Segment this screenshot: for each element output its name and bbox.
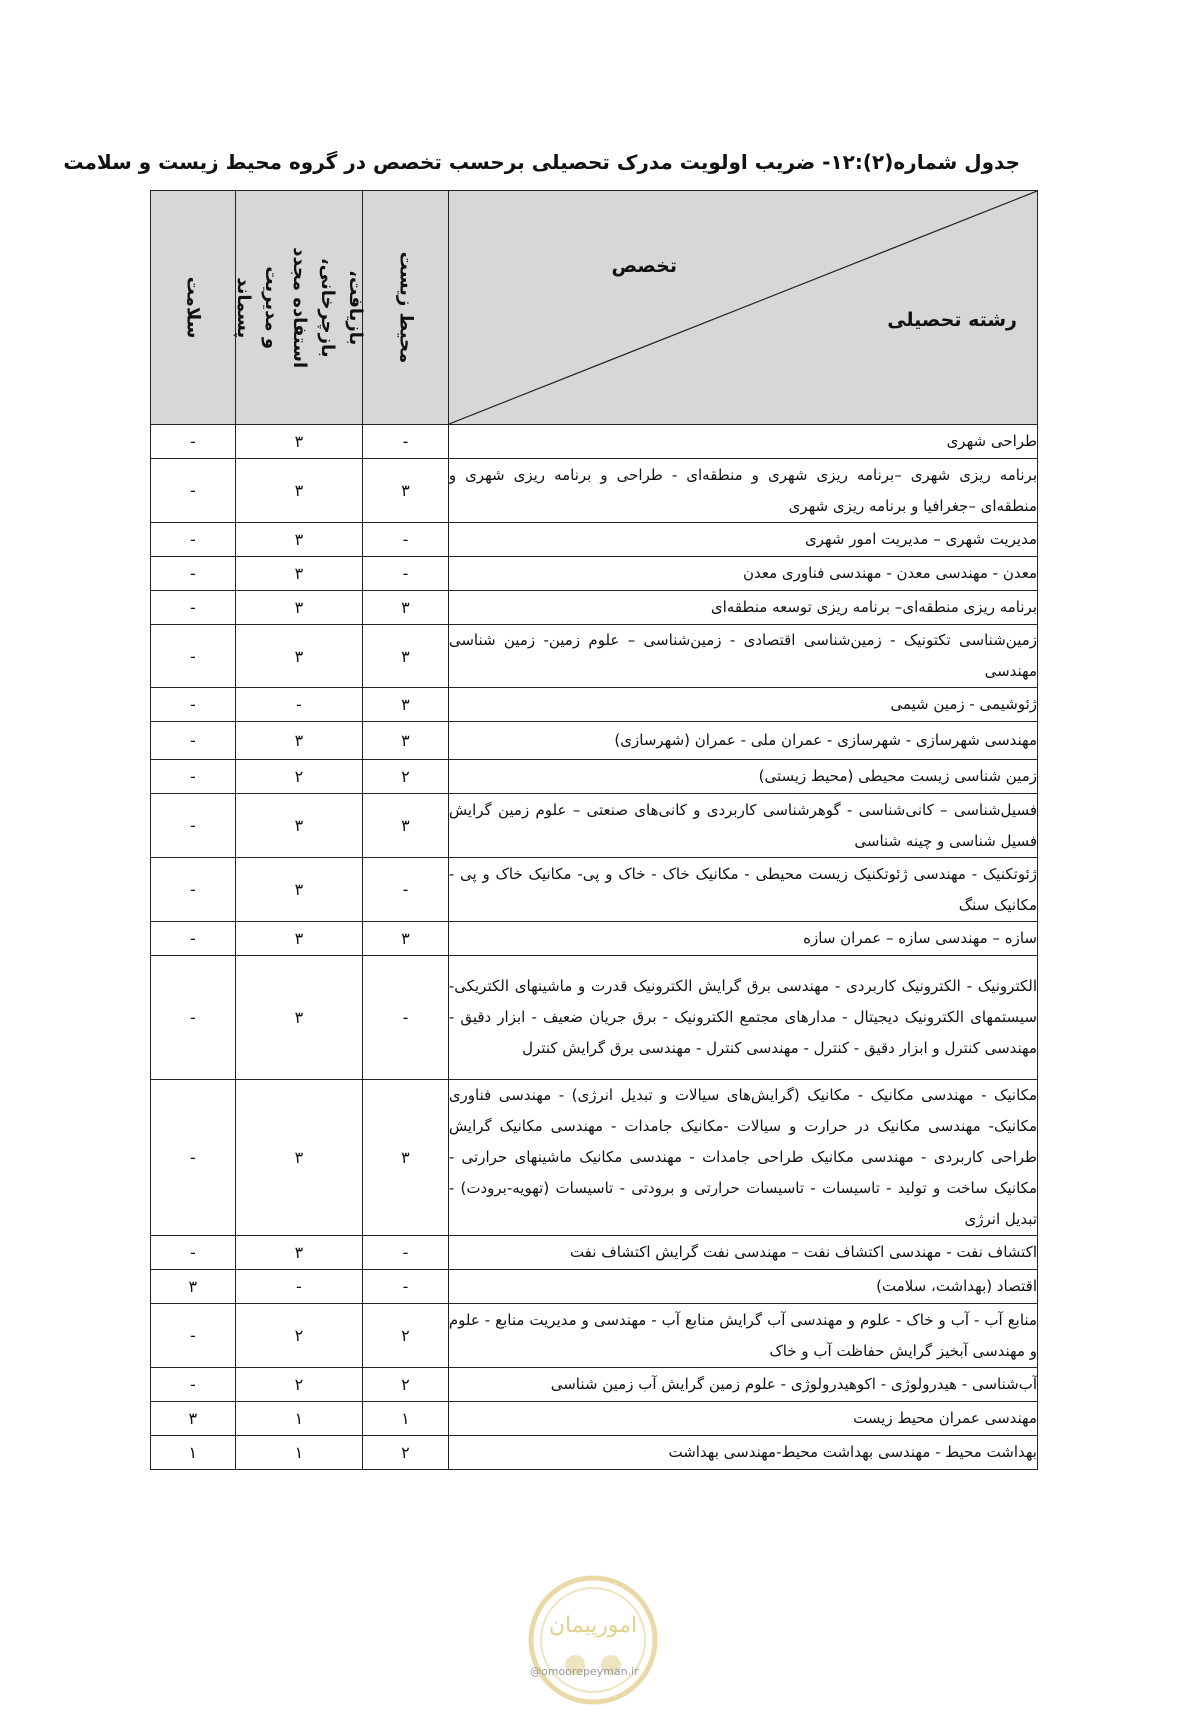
health-cell: - (151, 625, 236, 688)
waste-cell: - (235, 688, 362, 722)
header-health: سلامت (151, 191, 236, 425)
environment-cell: ۳ (363, 794, 449, 858)
diagonal-line (449, 191, 1037, 424)
table-row (151, 1080, 1038, 1236)
table-row (151, 523, 1038, 557)
environment-cell: ۱ (363, 1402, 449, 1436)
table-row (151, 1236, 1038, 1270)
table-row (151, 922, 1038, 956)
field-cell: مهندسی عمران محیط زیست (448, 1402, 1037, 1436)
table-row (151, 557, 1038, 591)
environment-cell: ۳ (363, 625, 449, 688)
field-cell: مکانیک - مهندسی مکانیک - مکانیک (گرایش‌های سیالات و تبدیل انرژی) - مهندسی فناوری مکانیک- مهندسی مکانیک در حرارت و سیالات -مکانیک جامدات - مهندسی مکانیک گرایش طراحی کاربردی - مهندسی مکانیک طراحی جامدات - مهندسی مکانیک ماشینهای حرارتی - مکانیک ساخت و تولید - تاسیسات - تاسیسات حرارتی و برودتی - تاسیسات (تهویه-برودت) - تبدیل انرژی (448, 1080, 1037, 1236)
table-row (151, 956, 1038, 1080)
field-cell: معدن - مهندسی معدن - مهندسی فناوری معدن (448, 557, 1037, 591)
waste-cell: ۳ (235, 922, 362, 956)
table-row (151, 688, 1038, 722)
watermark-text: امورپیمان (548, 1613, 638, 1638)
field-cell: ژئوتکنیک - مهندسی ژئوتکنیک زیست محیطی - مکانیک خاک - خاک و پی- مکانیک خاک و پی - مکانیک سنگ (448, 858, 1037, 922)
environment-cell: - (363, 956, 449, 1080)
health-cell: - (151, 1236, 236, 1270)
field-cell: زمین‌شناسی تکتونیک - زمین‌شناسی اقتصادی - زمین‌شناسی – علوم زمین- زمین شناسی مهندسی (448, 625, 1037, 688)
waste-cell: ۲ (235, 1304, 362, 1368)
header-field-label: رشته تحصیلی (887, 309, 1017, 331)
field-cell: مهندسی شهرسازی - شهرسازی - عمران ملی - عمران (شهرسازی) (448, 722, 1037, 760)
header-environment: محیط زیست (363, 191, 449, 425)
header-corner-cell (448, 191, 1037, 425)
environment-cell: ۳ (363, 459, 449, 523)
health-cell: ۳ (151, 1402, 236, 1436)
table-row (151, 1270, 1038, 1304)
health-cell: - (151, 1368, 236, 1402)
environment-cell: - (363, 1270, 449, 1304)
watermark-logo (523, 1570, 663, 1710)
waste-cell: ۳ (235, 858, 362, 922)
table-row (151, 459, 1038, 523)
waste-cell: ۲ (235, 1368, 362, 1402)
health-cell: - (151, 1304, 236, 1368)
table-row (151, 1368, 1038, 1402)
health-cell: - (151, 858, 236, 922)
field-cell: بهداشت محیط - مهندسی بهداشت محیط-مهندسی بهداشت (448, 1436, 1037, 1470)
waste-cell: ۳ (235, 459, 362, 523)
environment-cell: ۳ (363, 1080, 449, 1236)
table-row (151, 1402, 1038, 1436)
page-title: جدول شماره(۲):۱۲- ضریب اولویت مدرک تحصیلی برحسب تخصص در گروه محیط زیست و سلامت (63, 150, 1020, 174)
environment-cell: - (363, 858, 449, 922)
field-cell: منابع آب - آب و خاک - علوم و مهندسی آب گرایش منابع آب - مهندسی و مدیریت منابع - علوم و مهندسی آبخیز گرایش حفاظت آب و خاک (448, 1304, 1037, 1368)
field-cell: برنامه ریزی شهری –برنامه ریزی شهری و منطقه‌ای - طراحی و برنامه ریزی شهری و منطقه‌ای –جغرافیا و برنامه ریزی شهری (448, 459, 1037, 523)
field-cell: برنامه ریزی منطقه‌ای– برنامه ریزی توسعه منطقه‌ای (448, 591, 1037, 625)
health-cell: - (151, 760, 236, 794)
health-cell: - (151, 722, 236, 760)
table-row (151, 425, 1038, 459)
waste-cell: ۳ (235, 1080, 362, 1236)
health-cell: - (151, 922, 236, 956)
environment-cell: ۳ (363, 922, 449, 956)
environment-cell: - (363, 557, 449, 591)
health-cell: ۳ (151, 1270, 236, 1304)
watermark-caption: @omoorepeyman.ir (530, 1665, 639, 1678)
table-row (151, 722, 1038, 760)
table-row (151, 858, 1038, 922)
field-cell: ژئوشیمی - زمین شیمی (448, 688, 1037, 722)
table-row (151, 591, 1038, 625)
environment-cell: - (363, 1236, 449, 1270)
waste-cell: ۱ (235, 1402, 362, 1436)
header-specialty-label: تخصص (611, 255, 677, 277)
health-cell: - (151, 425, 236, 459)
health-cell: - (151, 1080, 236, 1236)
environment-cell: ۳ (363, 688, 449, 722)
health-cell: - (151, 459, 236, 523)
environment-cell: ۲ (363, 760, 449, 794)
table-row (151, 1304, 1038, 1368)
field-cell: مدیریت شهری – مدیریت امور شهری (448, 523, 1037, 557)
waste-cell: ۳ (235, 722, 362, 760)
field-cell: زمین شناسی زیست محیطی (محیط زیستی) (448, 760, 1037, 794)
health-cell: ۱ (151, 1436, 236, 1470)
health-cell: - (151, 557, 236, 591)
waste-cell: ۳ (235, 523, 362, 557)
table-row (151, 625, 1038, 688)
health-cell: - (151, 794, 236, 858)
environment-cell: ۳ (363, 722, 449, 760)
table-header-row (151, 191, 1038, 425)
table-row (151, 794, 1038, 858)
waste-cell: ۱ (235, 1436, 362, 1470)
priority-table (150, 190, 1038, 1470)
table-row (151, 760, 1038, 794)
environment-cell: ۲ (363, 1304, 449, 1368)
environment-cell: ۳ (363, 591, 449, 625)
waste-cell: ۳ (235, 557, 362, 591)
waste-cell: ۳ (235, 956, 362, 1080)
field-cell: اقتصاد (بهداشت، سلامت) (448, 1270, 1037, 1304)
waste-cell: ۳ (235, 794, 362, 858)
waste-cell: ۳ (235, 425, 362, 459)
health-cell: - (151, 523, 236, 557)
environment-cell: ۲ (363, 1368, 449, 1402)
waste-cell: ۳ (235, 591, 362, 625)
waste-cell: - (235, 1270, 362, 1304)
waste-cell: ۳ (235, 1236, 362, 1270)
waste-cell: ۲ (235, 760, 362, 794)
field-cell: طراحی شهری (448, 425, 1037, 459)
field-cell: آب‌شناسی - هیدرولوژی - اکوهیدرولوژی - علوم زمین گرایش آب زمین شناسی (448, 1368, 1037, 1402)
field-cell: الکترونیک - الکترونیک کاربردی - مهندسی برق گرایش الکترونیک قدرت و ماشینهای الکتریکی- سیستمهای الکترونیک دیجیتال - مدارهای مجتمع الکترونیک - برق جریان ضعیف - ابزار دقیق - مهندسی کنترل و ابزار دقیق - کنترل - مهندسی کنترل - مهندسی برق گرایش کنترل (448, 956, 1037, 1080)
environment-cell: ۲ (363, 1436, 449, 1470)
header-waste-management: بازیافت، بازچرخانی، استفاده مجدد و مدیریت پسماند (235, 191, 362, 425)
environment-cell: - (363, 523, 449, 557)
health-cell: - (151, 688, 236, 722)
environment-cell: - (363, 425, 449, 459)
waste-cell: ۳ (235, 625, 362, 688)
health-cell: - (151, 591, 236, 625)
health-cell: - (151, 956, 236, 1080)
field-cell: اکتشاف نفت - مهندسی اکتشاف نفت – مهندسی نفت گرایش اکتشاف نفت (448, 1236, 1037, 1270)
field-cell: سازه – مهندسی سازه – عمران سازه (448, 922, 1037, 956)
table-row (151, 1436, 1038, 1470)
field-cell: فسیل‌شناسی – کانی‌شناسی - گوهرشناسی کاربردی و کانی‌های صنعتی – علوم زمین گرایش فسیل شناسی و چینه شناسی (448, 794, 1037, 858)
